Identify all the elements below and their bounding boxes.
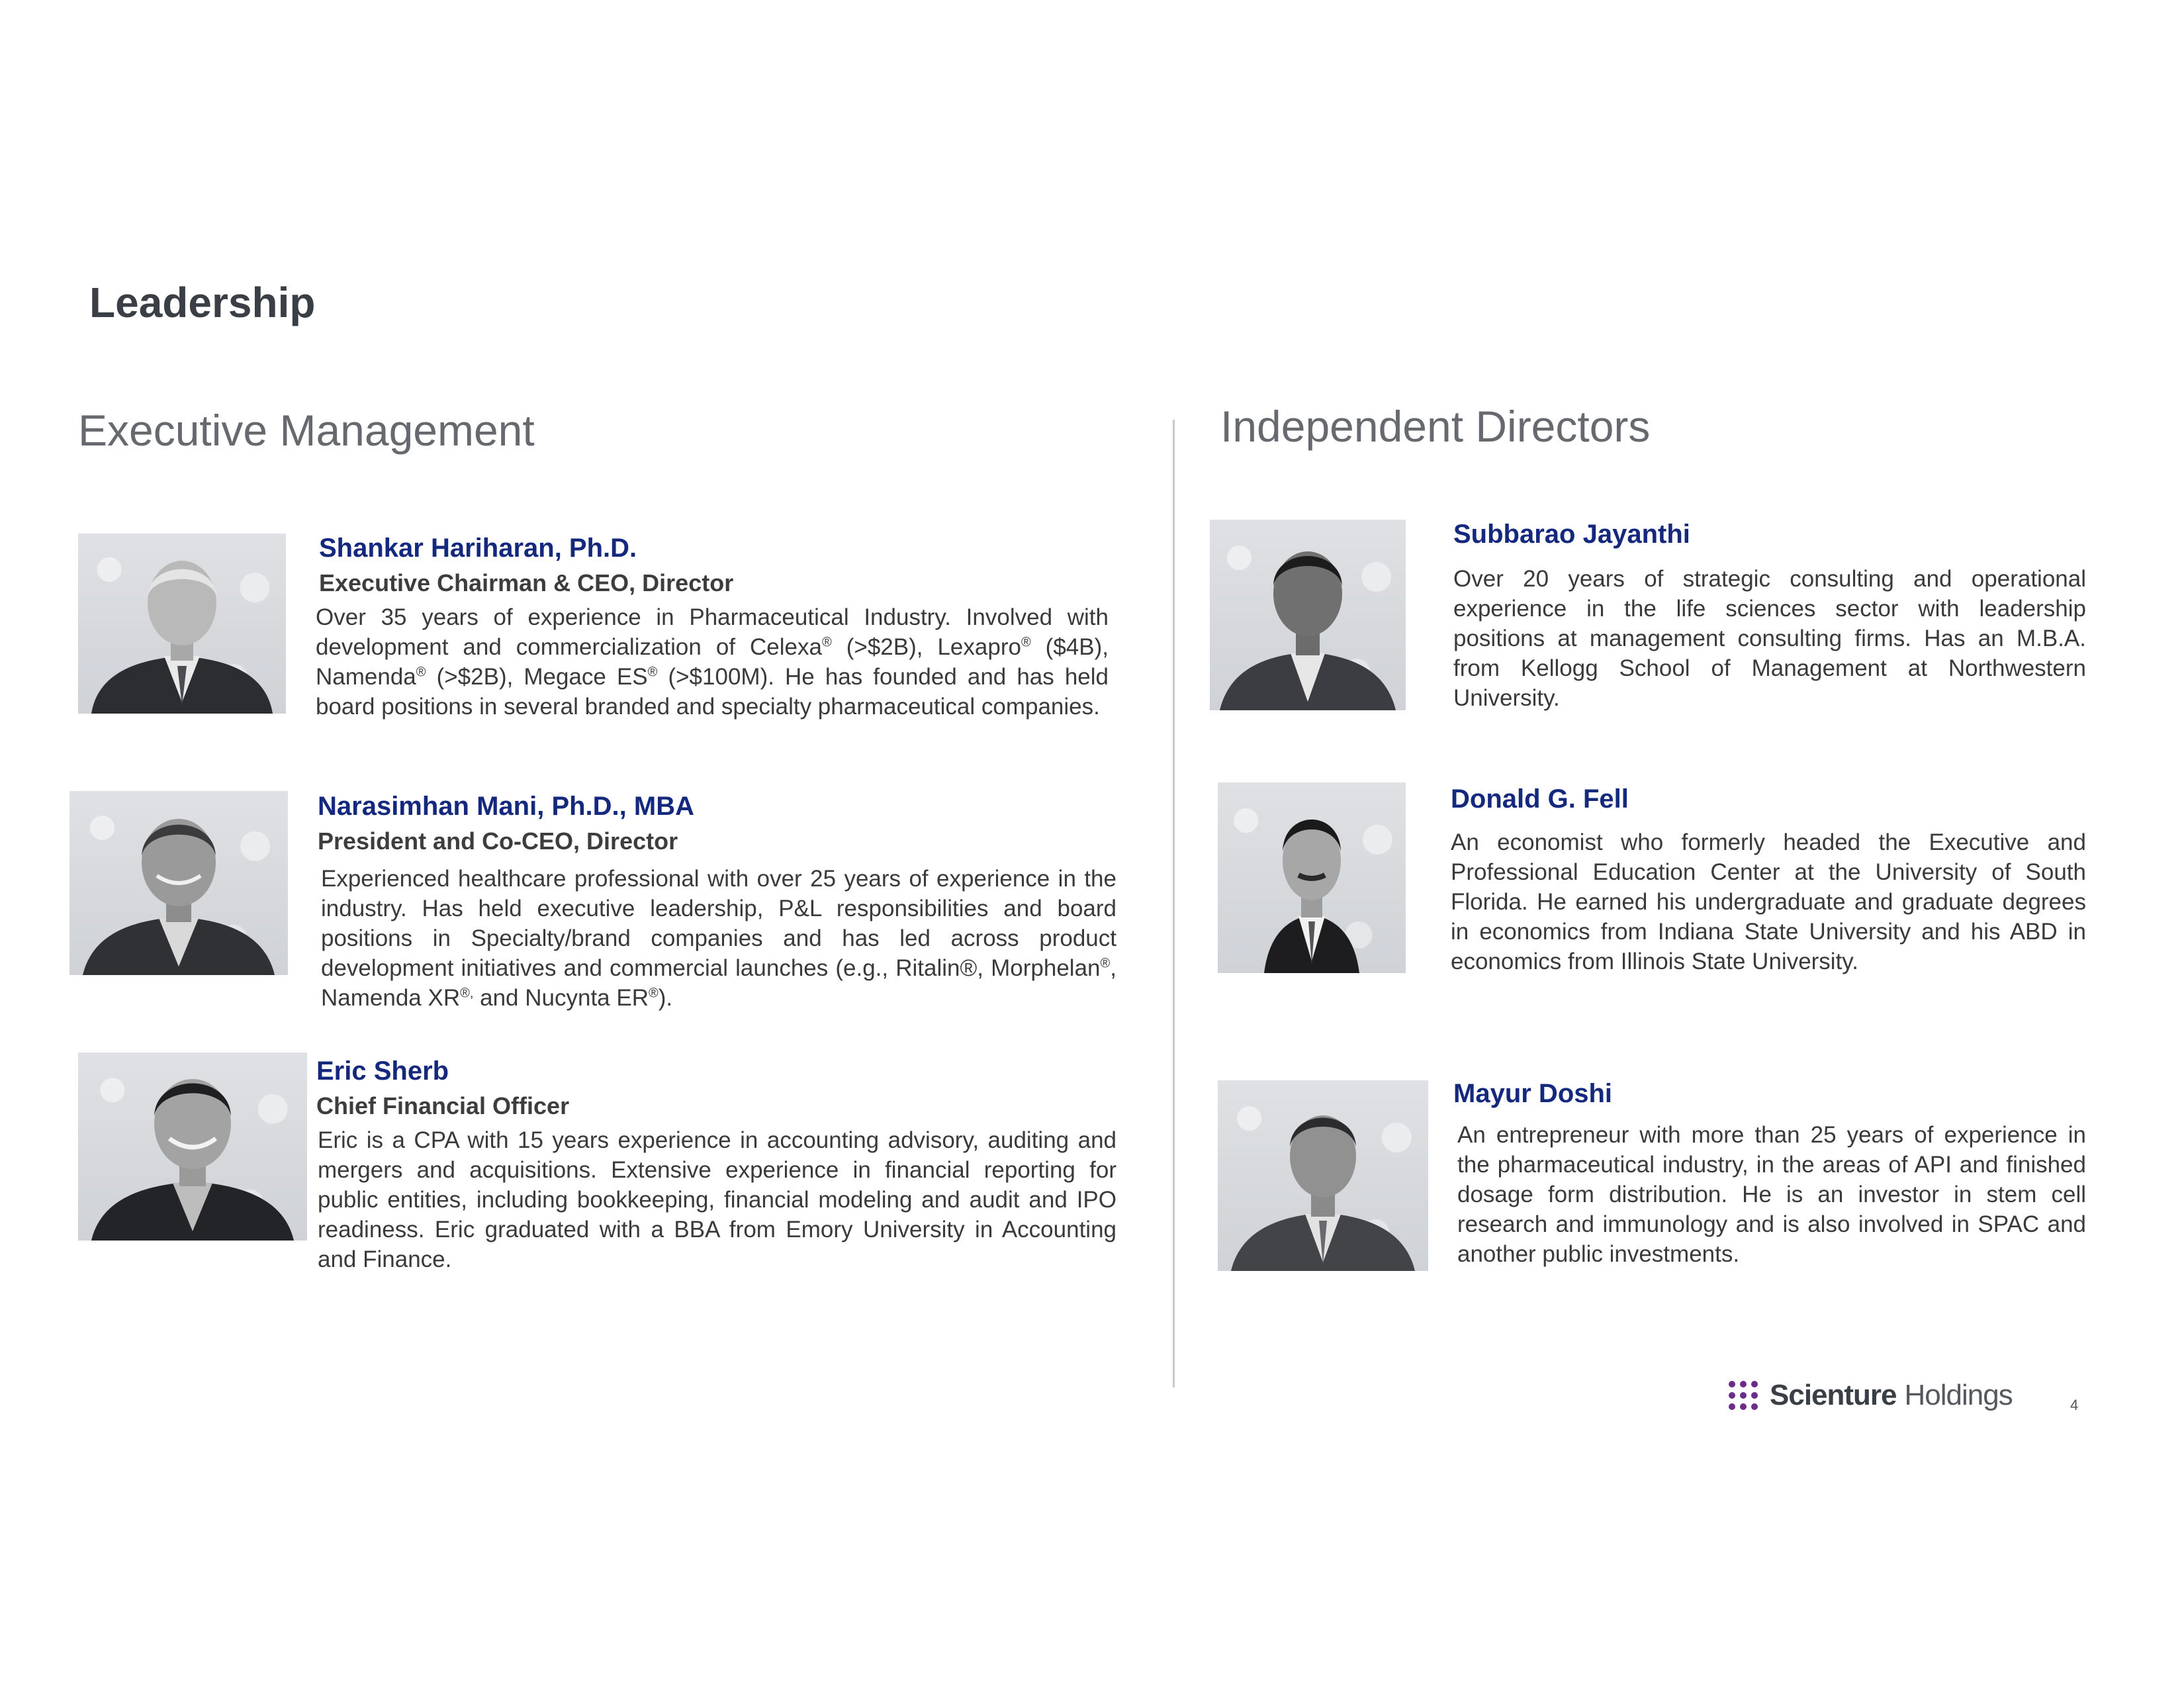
portrait-donald-fell (1218, 782, 1406, 973)
portrait-shankar-hariharan (78, 534, 286, 714)
executive-bio: Eric is a CPA with 15 years experience in accounting advisory, auditing and mergers and acquisitions. Extensive experience in financial reporting for public entities, including bookkeeping, financial modeling and audit and IPO readiness. Eric graduated with a BBA from Emory University in Accounting and Finance. (318, 1127, 1116, 1272)
executive-name: Narasimhan Mani, Ph.D., MBA (318, 792, 694, 821)
independent-directors-heading: Independent Directors (1220, 402, 1651, 451)
portrait-mayur-doshi (1218, 1080, 1428, 1271)
logo-wordmark-primary: Scienture (1770, 1379, 1897, 1411)
slide-title: Leadership (89, 279, 316, 326)
director-name: Donald G. Fell (1451, 784, 1629, 814)
executive-name: Eric Sherb (316, 1056, 449, 1086)
executive-role: Chief Financial Officer (316, 1092, 570, 1119)
director-name: Subbarao Jayanthi (1453, 520, 1690, 549)
portrait-subbarao-jayanthi (1210, 520, 1406, 710)
executive-name: Shankar Hariharan, Ph.D. (319, 534, 637, 563)
dot-grid-icon (1729, 1381, 1758, 1410)
portrait-eric-sherb (78, 1053, 307, 1241)
director-bio: Over 20 years of strategic consulting and operational experience in the life sciences sector with leadership positions at management consulting firms. Has an M.B.A. from Kellogg School of Management at Northwestern University. (1453, 566, 2086, 711)
executive-management-heading: Executive Management (78, 406, 535, 455)
page-number: 4 (2070, 1397, 2079, 1413)
director-bio: An economist who formerly headed the Executive and Professional Education Center at the University of South Florida. He earned his undergraduate and graduate degrees in economics from Indiana State University and his ABD in economics from Illinois State University. (1451, 829, 2086, 974)
executive-role: Executive Chairman & CEO, Director (319, 569, 734, 596)
logo-wordmark-secondary: Holdings (1904, 1379, 2013, 1411)
portrait-narasimhan-mani (69, 791, 288, 975)
director-bio: An entrepreneur with more than 25 years of experience in the pharmaceutical industry, in the areas of API and finished dosage form distribution. He is an investor in stem cell research and immunology and is also involved in SPAC and another public investments. (1457, 1122, 2086, 1267)
column-divider (1173, 420, 1175, 1387)
executive-bio: Experienced healthcare professional with over 25 years of experience in the industry. Has held executive leadership, P&L responsibilities and board positions in Specialty/brand companies and has led across product development initiatives and commercial launches (e.g., Ritalin®, Morphelan®, Namenda XR®, and Nucynta ER®). (321, 866, 1116, 1011)
director-name: Mayur Doshi (1453, 1079, 1613, 1108)
executive-bio: Over 35 years of experience in Pharmaceutical Industry. Involved with development and commercialization of Celexa® (>$2B), Lexapro® ($4B), Namenda® (>$2B), Megace ES® (>$100M). He has founded and has held board positions in several branded and specialty pharmaceutical companies. (316, 604, 1109, 720)
scienture-holdings-logo (1729, 1376, 2013, 1415)
executive-role: President and Co-CEO, Director (318, 827, 678, 855)
